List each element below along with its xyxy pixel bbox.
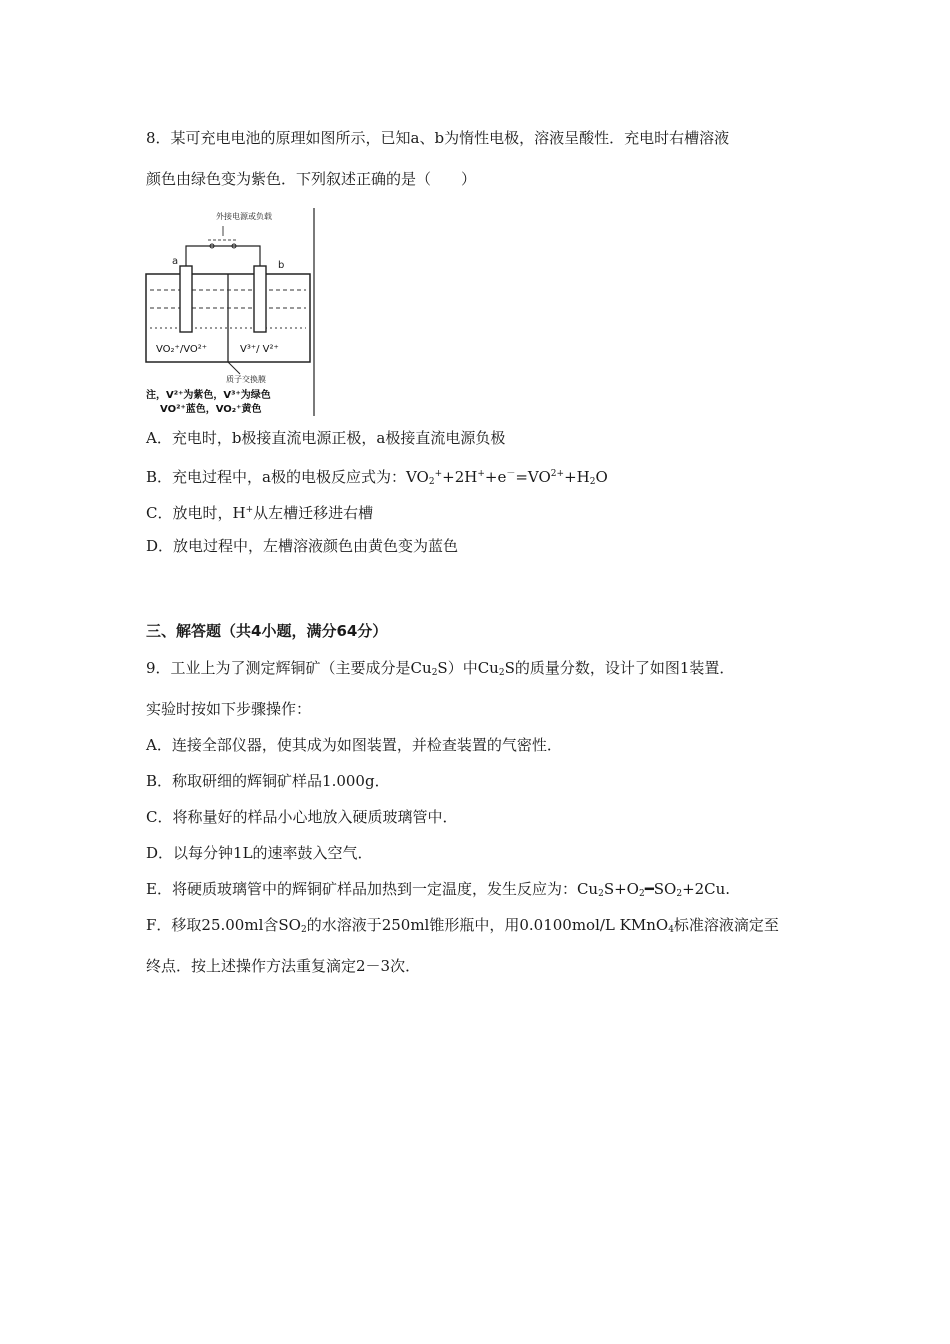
battery-diagram (142, 208, 316, 416)
q9-step-d: D．以每分钟1L的速率鼓入空气． (146, 844, 373, 862)
right-solution-label: V³⁺/ V²⁺ (240, 344, 279, 355)
q8-stem-line2: 颜色由绿色变为紫色．下列叙述正确的是（ ） (146, 170, 477, 188)
electrode-b-label: b (278, 260, 285, 271)
section3-heading: 三、解答题（共4小题，满分64分） (146, 622, 388, 640)
q9-intro: 实验时按如下步骤操作： (146, 700, 312, 718)
q9-step-f-line2: 终点．按上述操作方法重复滴定2－3次． (146, 957, 421, 975)
q8-option-b: B．充电过程中，a极的电极反应式为：$VO_2^++2H^++e^-=VO^{2+}+H_2O$ (146, 468, 608, 487)
figure-note-line1: 注，V²⁺为紫色，V³⁺为绿色 (146, 390, 271, 401)
q9-step-b: B．称取研细的辉铜矿样品1.000g． (146, 772, 390, 790)
electrode-a-label: a (172, 256, 179, 267)
q9-step-f-line1: F．移取25.00ml含$SO_2$的水溶液于250ml锥形瓶中，用0.0100mol/L KMnO$_4$标准溶液滴定至 (146, 916, 779, 935)
q8-stem-line1: 8．某可充电电池的原理如图所示，已知a、b为惰性电极，溶液呈酸性．充电时右槽溶液 (146, 129, 730, 147)
left-solution-label: VO₂⁺/VO²⁺ (156, 344, 208, 355)
q9-step-a: A．连接全部仪器，使其成为如图装置，并检查装置的气密性． (146, 736, 562, 754)
q9-stem: 9．工业上为了测定辉铜矿（主要成分是$Cu_2S$）中$Cu_2S$的质量分数，设计了如图1装置． (146, 659, 735, 678)
q8-option-c: C．放电时，H+从左槽迁移进右槽 (146, 504, 374, 522)
q9-step-e: E．将硬质玻璃管中的辉铜矿样品加热到一定温度，发生反应为：$Cu_2S+O_2━SO_2+2Cu$. (146, 880, 731, 899)
q9-step-c: C．将称量好的样品小心地放入硬质玻璃管中． (146, 808, 458, 826)
figure-note-line2: VO²⁺蓝色，VO₂⁺黄色 (160, 404, 262, 415)
membrane-label: 质子交换膜 (226, 375, 266, 384)
external-load-label: 外接电源或负载 (216, 212, 272, 221)
q8-option-a: A．充电时，b极接直流电源正极，a极接直流电源负极 (146, 429, 506, 447)
q8-option-d: D．放电过程中，左槽溶液颜色由黄色变为蓝色 (146, 537, 459, 555)
